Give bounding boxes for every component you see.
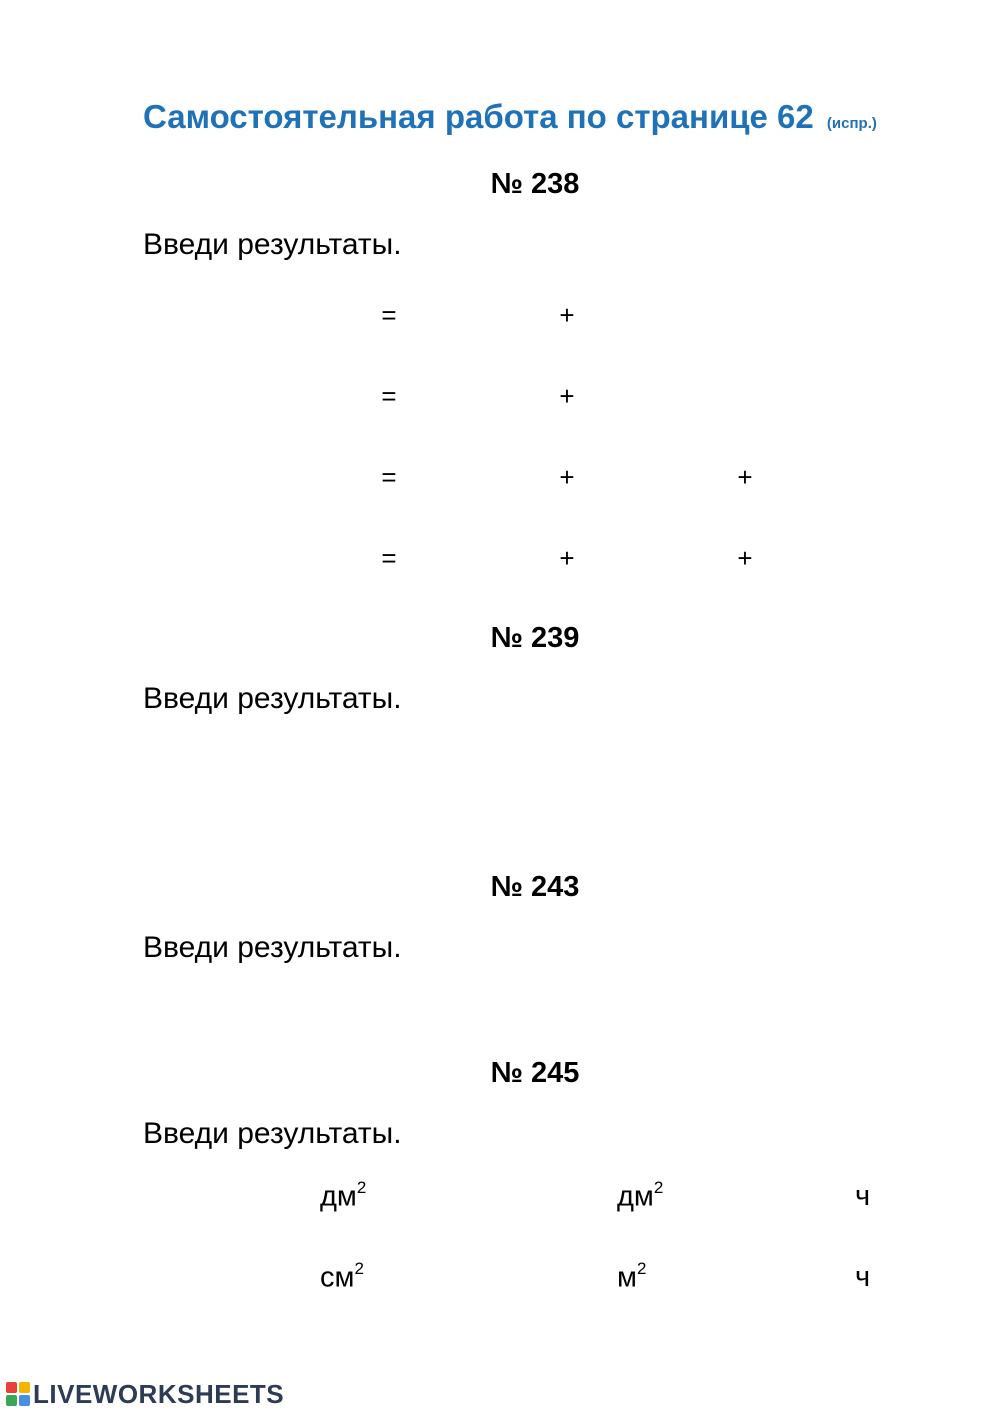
task-instruction-238: Введи результаты. (143, 228, 402, 261)
task-instruction-245: Введи результаты. (143, 1117, 402, 1150)
page-title (143, 98, 877, 136)
equals-sign: = (381, 300, 397, 330)
equals-sign: = (381, 381, 397, 411)
unit-label: ч (855, 1180, 871, 1212)
plus-sign: + (559, 300, 575, 330)
task-number-238: № 238 (490, 168, 580, 200)
task-number-239: № 239 (490, 622, 580, 654)
plus-sign: + (559, 462, 575, 492)
plus-sign: + (737, 543, 753, 573)
liveworksheets-logo (6, 1380, 284, 1408)
page-title-main: Самостоятельная работа по странице 62 (143, 98, 814, 135)
logo-square (6, 1395, 17, 1406)
unit-label: $м^2$ (617, 1259, 647, 1294)
task-instruction-239: Введи результаты. (143, 682, 402, 715)
logo-square (19, 1395, 30, 1406)
equals-sign: = (381, 543, 397, 573)
plus-sign: + (559, 381, 575, 411)
unit-label: ч (855, 1261, 871, 1293)
plus-sign: + (559, 543, 575, 573)
unit-label: $см^2$ (320, 1259, 364, 1294)
unit-label: $дм^2$ (320, 1178, 367, 1213)
logo-square (6, 1382, 17, 1393)
task-instruction-243: Введи результаты. (143, 931, 402, 964)
logo-icon (6, 1382, 30, 1406)
unit-label: $дм^2$ (617, 1178, 664, 1213)
logo-text: LIVEWORKSHEETS (33, 1378, 285, 1409)
plus-sign: + (737, 462, 753, 492)
task-number-243: № 243 (490, 871, 580, 903)
equals-sign: = (381, 462, 397, 492)
logo-square (19, 1382, 30, 1393)
page-title-note: (испр.) (826, 115, 877, 132)
task-number-245: № 245 (490, 1057, 580, 1089)
